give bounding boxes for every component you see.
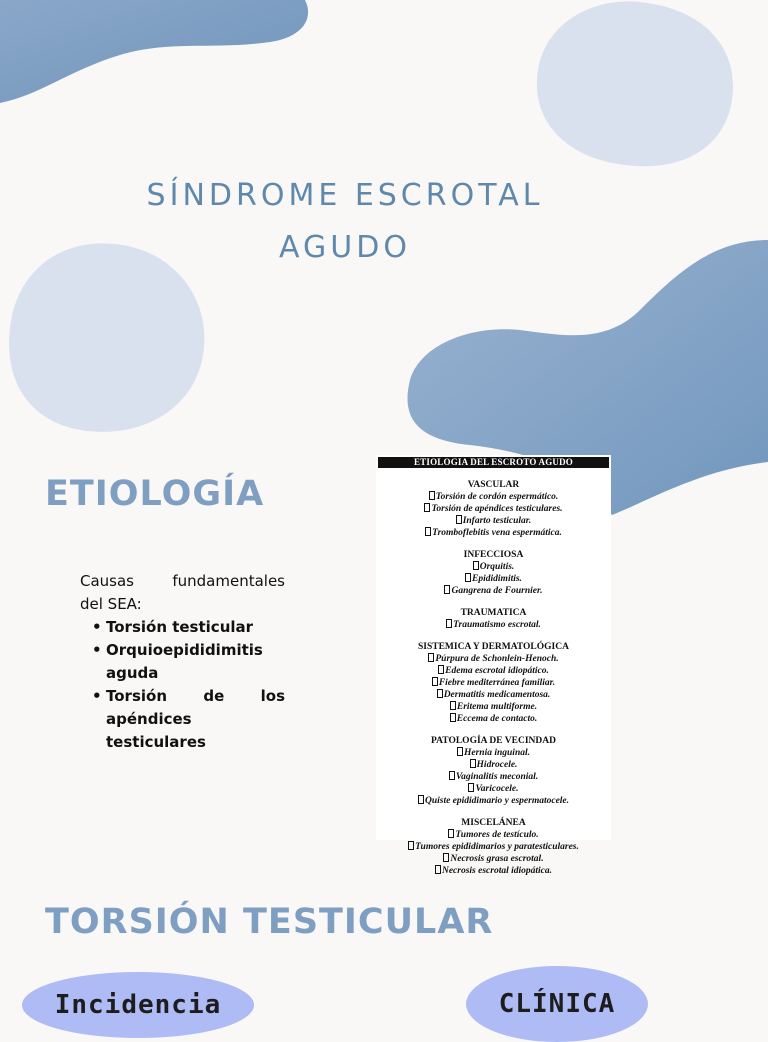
table-header: ETIOLOGIA DEL ESCROTO AGUDO: [378, 457, 609, 468]
clinica-pill: CLÍNICA: [466, 966, 648, 1042]
table-section-vascular: VASCULAR Torsión de cordón espermático. Torsión de apéndices testiculares. Infarto testicular. Tromboflebitis vena espermática.: [376, 480, 611, 539]
causes-bullets: [80, 616, 285, 754]
torsion-heading: TORSIÓN TESTICULAR: [45, 902, 493, 942]
table-section-vecindad: PATOLOGÍA DE VECINDAD Hernia inguinal. Hidrocele. Vaginalitis meconial. Varicocele. Quiste epididimario y espermatocele.: [376, 736, 611, 807]
cause-item: • Orquioepididimitis aguda: [106, 639, 285, 685]
table-section-infecciosa: INFECCIOSA Orquitis. Epididimitis. Gangrena de Fournier.: [376, 550, 611, 597]
cause-item: • Torsión testicular: [106, 616, 285, 639]
causes-intro-line2: del SEA:: [80, 593, 285, 616]
page-title: [90, 170, 600, 274]
etiology-table-image: [376, 455, 611, 840]
title-line-1: SÍNDROME ESCROTAL: [90, 170, 600, 222]
table-section-miscelanea: MISCELÁNEA Tumores de testículo. Tumores epididimarios y paratesticulares. Necrosis grasa escrotal. Necrosis escrotal idiopática.: [376, 818, 611, 877]
causes-list: [80, 570, 285, 754]
cause-item: • Torsión de los apéndices testiculares: [106, 685, 285, 754]
causes-intro-line1: Causas fundamentales: [80, 570, 285, 593]
table-section-traumatica: TRAUMATICA Traumatismo escrotal.: [376, 608, 611, 631]
top-left-wave: [0, 0, 308, 103]
table-section-sistemica: SISTEMICA Y DERMATOLÓGICA Púrpura de Schonlein-Henoch. Edema escrotal idiopático. Fiebre mediterránea familiar. Dermatitis medicamentosa. Eritema multiforme. Eccema de contacto.: [376, 642, 611, 725]
etiologia-heading: ETIOLOGÍA: [45, 474, 264, 514]
incidencia-pill: Incidencia: [22, 972, 254, 1038]
title-line-2: AGUDO: [90, 222, 600, 274]
top-right-blob: [537, 1, 733, 166]
